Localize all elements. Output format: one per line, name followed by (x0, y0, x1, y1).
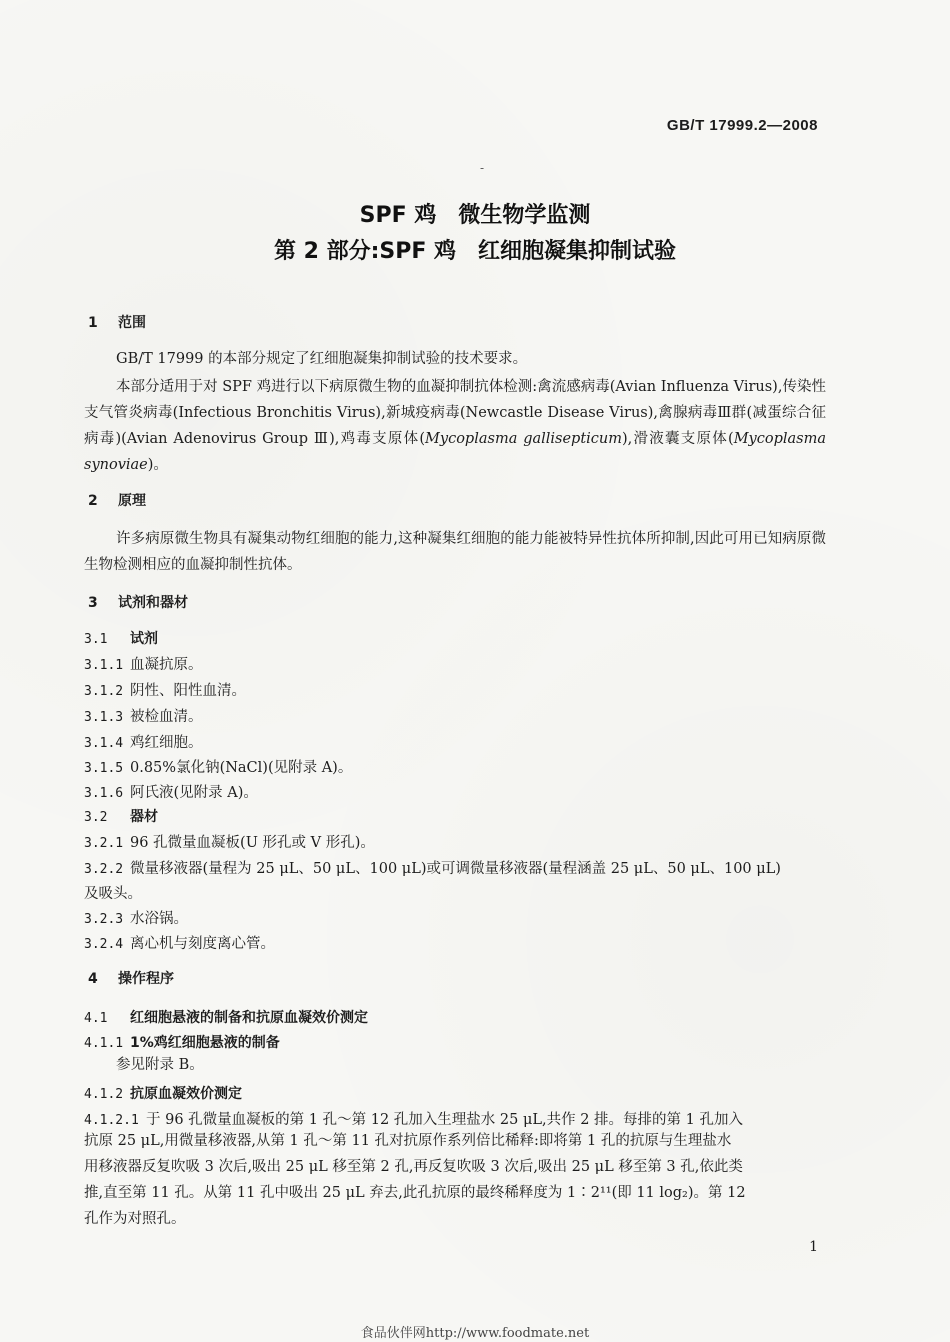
standard-number: GB/T 17999.2—2008 (666, 117, 818, 134)
section-4-heading: 4 操作程序 (88, 971, 174, 987)
item-3-2-4: 3.2.4 离心机与刻度离心管。 (84, 936, 275, 952)
item-3-1-3: 3.1.3 被检血清。 (84, 709, 203, 725)
item-3-1-2: 3.1.2 阴性、阳性血清。 (84, 683, 246, 699)
section-1-paragraph-2: 本部分适用于对 SPF 鸡进行以下病原微生物的血凝抑制抗体检测:禽流感病毒(Avian Influenza Virus),传染性支气管炎病毒(Infectious Bronchitis Virus),新城疫病毒(Newcastle Disease Virus),禽腺病毒Ⅲ群(减蛋综合征病毒)(Avian Adenovirus Group Ⅲ),鸡毒支原体(Mycoplasma gallisepticum),滑液囊支原体(Mycoplasma synoviae)。 (84, 379, 826, 473)
section-4-1-1-heading: 4.1.1 1%鸡红细胞悬液的制备 (84, 1035, 280, 1051)
section-3-1-heading: 3.1 试剂 (84, 631, 158, 647)
section-4-1-2-1-line-1: 4.1.2.1 于 96 孔微量血凝板的第 1 孔～第 12 孔加入生理盐水 25 μL,共作 2 排。每排的第 1 孔加入 (84, 1112, 743, 1128)
section-4-1-2-1-line-3: 用移液器反复吹吸 3 次后,吸出 25 μL 移至第 2 孔,再反复吹吸 3 次后,吸出 25 μL 移至第 3 孔,依此类 (84, 1159, 743, 1175)
item-3-2-3: 3.2.3 水浴锅。 (84, 911, 188, 927)
item-3-1-1: 3.1.1 血凝抗原。 (84, 657, 203, 673)
section-4-1-2-heading: 4.1.2 抗原血凝效价测定 (84, 1086, 242, 1102)
section-4-1-heading: 4.1 红细胞悬液的制备和抗原血凝效价测定 (84, 1010, 368, 1026)
section-4-1-1-text: 参见附录 B。 (116, 1057, 204, 1073)
title-line-2: 第 2 部分:SPF 鸡 红细胞凝集抑制试验 (273, 239, 677, 264)
section-1-paragraph-1: GB/T 17999 的本部分规定了红细胞凝集抑制试验的技术要求。 (116, 351, 528, 367)
item-3-2-2: 3.2.2 微量移液器(量程为 25 μL、50 μL、100 μL)或可调微量移液器(量程涵盖 25 μL、50 μL、100 μL) (84, 861, 781, 877)
item-3-1-5: 3.1.5 0.85%氯化钠(NaCl)(见附录 A)。 (84, 760, 353, 776)
section-2-paragraph: 许多病原微生物具有凝集动物红细胞的能力,这种凝集红细胞的能力能被特异性抗体所抑制,因此可用已知病原微生物检测相应的血凝抑制性抗体。 (84, 531, 826, 573)
header-mark: - (480, 161, 485, 175)
item-3-1-6: 3.1.6 阿氏液(见附录 A)。 (84, 785, 258, 801)
section-4-1-2-1-line-5: 孔作为对照孔。 (84, 1211, 186, 1227)
section-2-heading: 2 原理 (88, 493, 146, 509)
item-3-2-1: 3.2.1 96 孔微量血凝板(U 形孔或 V 形孔)。 (84, 835, 375, 851)
section-4-1-2-1-line-2: 抗原 25 μL,用微量移液器,从第 1 孔～第 11 孔对抗原作系列倍比稀释:即将第 1 孔的抗原与生理盐水 (84, 1133, 732, 1149)
item-3-1-4: 3.1.4 鸡红细胞。 (84, 735, 203, 751)
section-3-heading: 3 试剂和器材 (88, 595, 188, 611)
section-3-2-heading: 3.2 器材 (84, 809, 158, 825)
page-number: 1 (809, 1239, 818, 1255)
title-line-1: SPF 鸡 微生物学监测 (359, 203, 591, 228)
section-4-1-2-1-line-4: 推,直至第 11 孔。从第 11 孔中吸出 25 μL 弃去,此孔抗原的最终稀释度为 1∶2¹¹(即 11 log₂)。第 12 (84, 1185, 746, 1201)
footer-watermark: 食品伙伴网http://www.foodmate.net (360, 1326, 590, 1341)
section-1-heading: 1 范围 (88, 315, 146, 331)
item-3-2-2-continued: 及吸头。 (84, 886, 142, 902)
